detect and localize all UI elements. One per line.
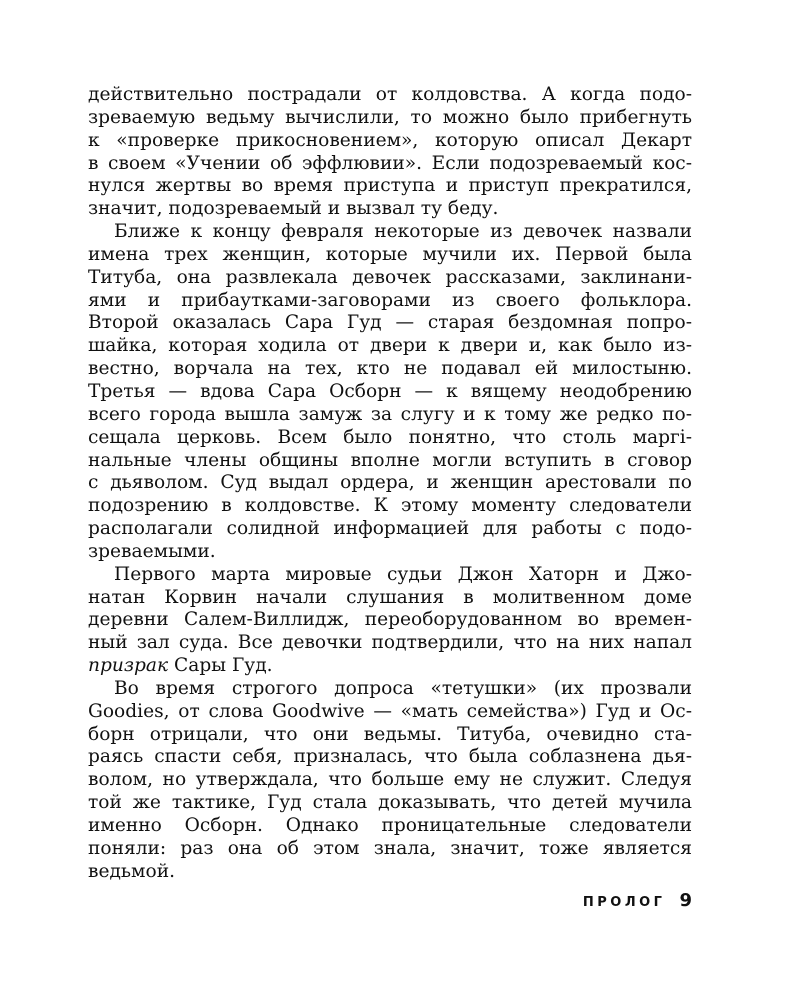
text-line: шайка, которая ходила от двери к двери и, как было из- [88, 335, 692, 357]
text-line [88, 655, 692, 678]
text-line: поняли: раз она об этом знала, значит, тоже является [88, 837, 692, 859]
text-line: нулся жертвы во время приступа и приступ прекратился, [88, 175, 692, 197]
body-text [88, 84, 692, 884]
page-number: 9 [679, 890, 692, 911]
text-line: располагали солидной информацией для работы с подо- [88, 518, 692, 540]
text-line: в своем «Учении об эффлювии». Если подозреваемый кос- [88, 152, 692, 174]
text-line: именно Осборн. Однако проницательные следователи [88, 815, 692, 836]
running-head: ПРОЛОГ [582, 895, 666, 910]
text-line: Во время строгого допроса «тетушки» (их прозвали [114, 677, 692, 699]
text-line: имена трех женщин, которые мучили их. Первой была [88, 243, 692, 265]
text-line: значит, подозреваемый и вызвал ту беду. [88, 198, 499, 220]
text-line: вестно, ворчала на тех, кто не подавал ей милостыню. [88, 358, 692, 380]
text-line: натан Корвин начали слушания в молитвенном доме [88, 586, 692, 608]
text-line: Третья — вдова Сара Осборн — к вящему неодобрению [88, 380, 692, 402]
page-footer [583, 890, 692, 911]
text-line-tail: Сары Гуд. [174, 655, 273, 677]
text-line: ный зал суда. Все девочки подтвердили, что на них напал [88, 632, 692, 654]
text-line: зреваемую ведьму вычислили, то можно было прибегнуть [88, 106, 692, 128]
text-line: волом, но утверждала, что больше ему не служит. Следуя [88, 769, 692, 791]
text-line: Ближе к концу февраля некоторые из девочек назвали [114, 221, 692, 243]
text-line: к «проверке прикосновением», которую описал Декарт [88, 129, 692, 151]
text-line: Goodies, от слова Goodwive — «мать семейства») Гуд и Ос- [88, 700, 692, 722]
text-line: всего города вышла замуж за слугу и к тому же редко по- [88, 403, 692, 425]
text-line: действительно пострадали от колдовства. А когда подо- [88, 84, 692, 105]
text-line: Первого марта мировые судьи Джон Хаторн и Джо- [114, 563, 692, 585]
text-line: борн отрицали, что они ведьмы. Титуба, очевидно ста- [88, 723, 692, 745]
text-line: сещала церковь. Всем было понятно, что столь маргі- [88, 426, 692, 448]
text-line: раясь спасти себя, призналась, что была соблазнена дья- [88, 746, 692, 768]
text-line: ведьмой. [88, 860, 176, 882]
text-line: деревни Салем-Виллидж, переоборудованном во времен- [88, 609, 692, 631]
text-line: зреваемыми. [88, 540, 216, 562]
italic-word: призрак [88, 655, 169, 677]
text-line: нальные члены общины вполне могли вступить в сговор [88, 449, 692, 471]
text-line: с дьяволом. Суд выдал ордера, и женщин арестовали по [88, 472, 692, 494]
text-line: ями и прибаутками-заговорами из своего фольклора. [88, 289, 692, 311]
text-line: той же тактике, Гуд стала доказывать, что детей мучила [88, 792, 692, 814]
text-line: Титуба, она развлекала девочек рассказами, заклинани- [88, 266, 692, 288]
text-line: подозрению в колдовстве. К этому моменту следователи [88, 495, 692, 517]
text-line: Второй оказалась Сара Гуд — старая бездомная попро- [88, 312, 692, 334]
